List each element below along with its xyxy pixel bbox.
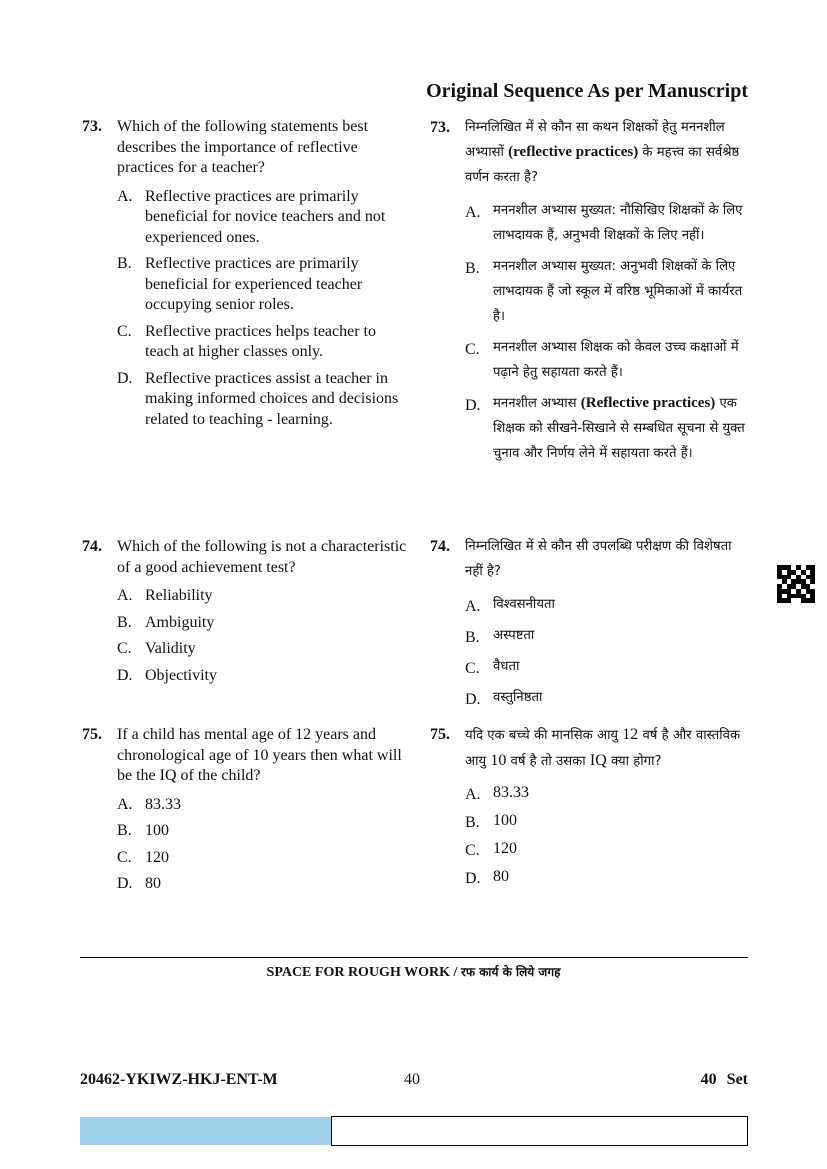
question-75-hi — [430, 722, 750, 892]
paper-code: 20462-YKIWZ-HKJ-ENT-M — [80, 1071, 278, 1088]
option-b: B. Ambiguity — [117, 613, 215, 631]
question-text: Which of the following is not a characteristic of a good achievement test? — [117, 538, 407, 576]
question-text: निम्नलिखित में से कौन सी उपलब्धि परीक्षण की विशेषता नहीं है? — [465, 539, 732, 579]
option-b: B. मननशील अभ्यास मुख्यत: अनुभवी शिक्षकों के लिए लाभदायक हैं जो स्कूल में वरिष्ठ भूमिकाओं में कार्यरत है। — [465, 259, 743, 324]
question-number: 73. — [82, 118, 102, 135]
option-d: D. 80 — [465, 868, 509, 887]
divider — [80, 957, 748, 958]
option-b: B. 100 — [465, 812, 517, 831]
option-c: C. वैधता — [465, 659, 520, 677]
option-a: A. विश्वसनीयता — [465, 597, 555, 615]
option-d: D. Objectivity — [117, 666, 217, 684]
question-text: If a child has mental age of 12 years and chronological age of 10 years then what will be the IQ of the child? — [117, 726, 402, 784]
question-text: निम्नलिखित में से कौन सा कथन शिक्षकों हेतु मननशील अभ्यासों (reflective practices) के महत्त्व का सर्वश्रेष्ठ वर्णन करता है? — [465, 120, 740, 185]
option-c: C. Reflective practices helps teacher to teach at higher classes only. — [117, 322, 376, 360]
question-text: Which of the following statements best describes the importance of reflective practices for a teacher? — [117, 118, 369, 176]
option-b: B. अस्पष्टता — [465, 628, 535, 646]
option-d: D. 80 — [117, 875, 161, 892]
option-c: C. मननशील अभ्यास शिक्षक को केवल उच्च कक्षाओं में पढ़ाने हेतु सहायता करते हैं। — [465, 340, 739, 380]
question-73-hi — [430, 115, 750, 472]
question-74-hi — [430, 534, 750, 716]
page-number: 40 — [404, 1071, 420, 1088]
option-a: A. Reflective practices are primarily beneficial for novice teachers and not experienced ones. — [117, 187, 386, 246]
option-a: A. Reliability — [117, 587, 213, 604]
footer-color-bar — [80, 1117, 331, 1145]
option-c: C. Validity — [117, 640, 196, 657]
footer-box — [331, 1116, 748, 1146]
option-a: A. मननशील अभ्यास मुख्यत: नौसिखिए शिक्षकों के लिए लाभदायक हैं, अनुभवी शिक्षकों के लिए नहीं। — [465, 203, 743, 243]
option-c: C. 120 — [117, 848, 169, 866]
question-73-en — [82, 117, 407, 436]
question-number: 74. — [430, 538, 450, 555]
question-number: 75. — [430, 726, 450, 743]
question-75-en — [82, 725, 407, 901]
option-a: A. 83.33 — [117, 795, 181, 813]
option-b: B. Reflective practices are primarily beneficial for experienced teacher occupying senior roles. — [117, 255, 363, 313]
option-d: D. मननशील अभ्यास (Reflective practices) एक शिक्षक को सीखने-सिखाने से सम्बधित सूचना से युक्त चुनाव और निर्णय लेने में सहायता करते हैं। — [465, 395, 745, 461]
option-a: A. 83.33 — [465, 784, 529, 803]
question-number: 73. — [430, 119, 450, 136]
rough-work-label: SPACE FOR ROUGH WORK / रफ कार्य के लिये जगह — [266, 965, 561, 980]
option-d: D. Reflective practices assist a teacher in making informed choices and decisions related to teaching - learning. — [117, 369, 399, 428]
question-number: 75. — [82, 726, 102, 743]
page-title: Original Sequence As per Manuscript — [426, 80, 748, 102]
option-c: C. 120 — [465, 840, 517, 859]
set-label: 40 Set — [700, 1071, 748, 1088]
option-d: D. वस्तुनिष्ठता — [465, 690, 543, 708]
question-number: 74. — [82, 538, 102, 555]
question-text: यदि एक बच्चे की मानसिक आयु 12 वर्ष है और वास्तविक आयु 10 वर्ष है तो उसका IQ क्या होगा? — [465, 726, 741, 769]
option-b: B. 100 — [117, 822, 169, 839]
question-74-en — [82, 537, 407, 692]
qr-code-icon — [777, 565, 815, 603]
